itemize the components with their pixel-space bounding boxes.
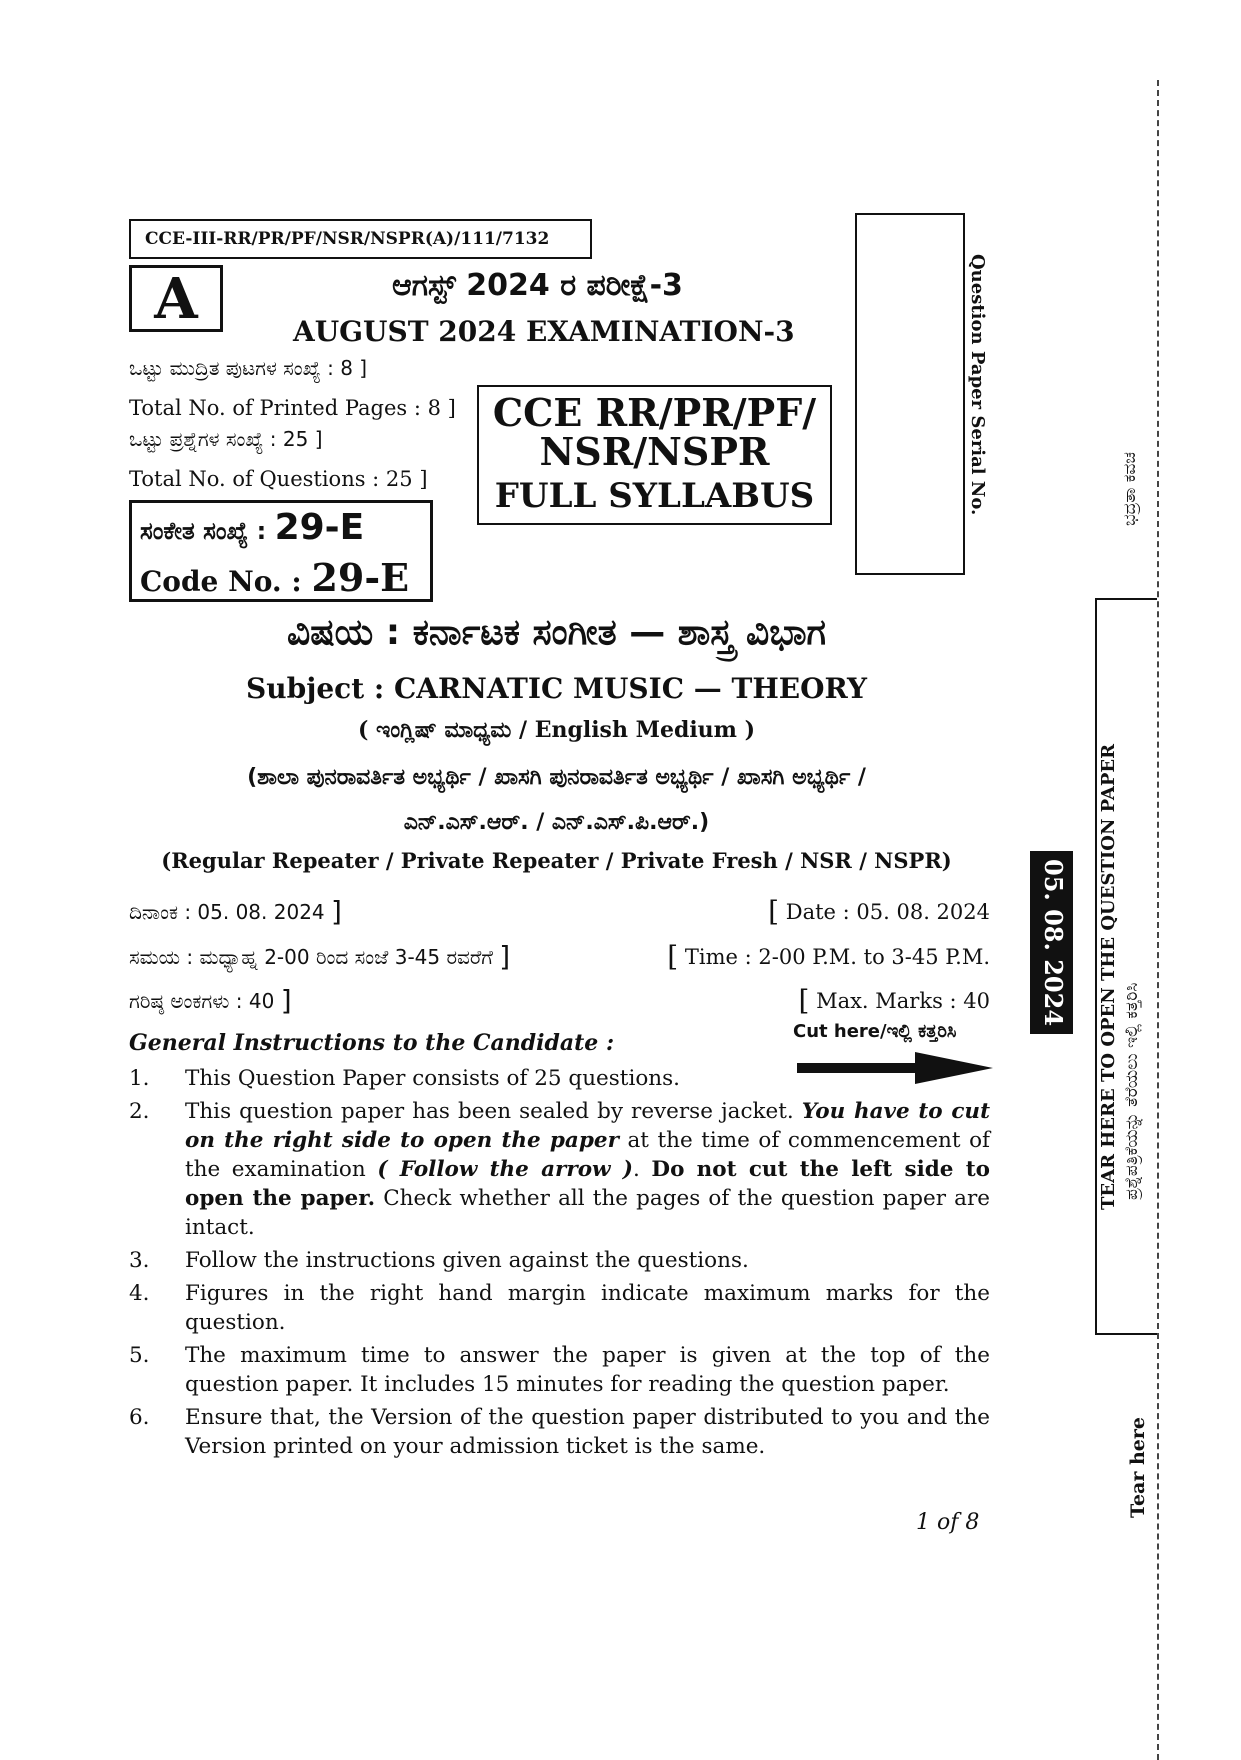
seal-label-kannada [1120, 286, 1160, 526]
total-pages-kannada: ಒಟ್ಟು ಮುದ್ರಿತ ಪುಟಗಳ ಸಂಖ್ಯೆ : 8 ] [129, 356, 368, 380]
marks-kannada: ಗರಿಷ್ಠ ಅಂಕಗಳು : 40 ] [129, 984, 292, 1017]
item-text-part: This question paper has been sealed by reverse jacket. [185, 1099, 802, 1124]
tear-instruction-kannada [1122, 800, 1150, 1200]
list-item [129, 1246, 990, 1275]
syllabus-line-1: CCE RR/PR/PF/ [492, 390, 817, 435]
syllabus-box [477, 385, 832, 525]
medium-line: ( ಇಂಗ್ಲಿಷ್ ಮಾಧ್ಯಮ / English Medium ) [357, 717, 756, 743]
list-item [129, 1279, 990, 1337]
item-text: Follow the instructions given against the questions. [185, 1248, 749, 1273]
list-item [129, 1403, 990, 1461]
code-kn-label: ಸಂಕೇತ ಸಂಖ್ಯೆ : [140, 517, 275, 545]
list-item [129, 1097, 990, 1242]
item-text [185, 1097, 990, 1242]
item-text-emphasis: ( Follow the arrow ) [377, 1157, 633, 1182]
serial-number-label [960, 254, 990, 534]
cut-here-label: Cut here/ಇಲ್ಲಿ ಕತ್ತರಿಸಿ [793, 1021, 957, 1042]
list-item [129, 1064, 990, 1093]
date-tab-text: 05. 08. 2024 [1039, 859, 1068, 1027]
total-questions-kannada: ಒಟ್ಟು ಪ್ರಶ್ನೆಗಳ ಸಂಖ್ಯೆ : 25 ] [129, 427, 323, 451]
code-number-kannada [140, 507, 364, 548]
item-text-emphasis: You have to cut on the right side to open the paper [185, 1099, 990, 1153]
seal-label-text: ಭದ್ರತಾ ಕವಚ [1120, 452, 1140, 526]
total-pages-english: Total No. of Printed Pages : 8 ] [129, 396, 456, 420]
tear-kn-text: ಪ್ರಶ್ನೆಪತ್ರಿಕೆಯನ್ನು ತೆರೆಯಲು ಇಲ್ಲಿ ಕತ್ತರಿಸಿ [1122, 982, 1142, 1200]
syllabus-line-3: FULL SYLLABUS [494, 476, 815, 516]
item-number: 2. [129, 1099, 150, 1124]
instructions-heading: General Instructions to the Candidate : [129, 1030, 615, 1056]
marks-english: [ Max. Marks : 40 [798, 984, 990, 1017]
date-kn-text: ದಿನಾಂಕ : 05. 08. 2024 [129, 900, 325, 924]
candidate-types-english: (Regular Repeater / Private Repeater / Private Fresh / NSR / NSPR) [161, 848, 952, 873]
item-text: Figures in the right hand margin indicate maximum marks for the question. [185, 1281, 990, 1335]
paper-code-reference: CCE-III-RR/PR/PF/NSR/NSPR(A)/111/7132 [129, 219, 592, 259]
subject-kannada: ವಿಷಯ : ಕರ್ನಾಟಕ ಸಂಗೀತ — ಶಾಸ್ತ್ರ ವಿಭಾಗ [286, 612, 827, 653]
time-english: [ Time : 2-00 P.M. to 3-45 P.M. [667, 940, 990, 973]
time-kannada: ಸಮಯ : ಮಧ್ಯಾಹ್ನ 2-00 ರಿಂದ ಸಂಜೆ 3-45 ರವರೆಗೆ ] [129, 940, 511, 973]
item-text-part: at the time of commencement of the examination [185, 1128, 991, 1182]
date-english: [ Date : 05. 08. 2024 [768, 895, 990, 928]
date-tab [1030, 851, 1073, 1034]
exam-title-english: AUGUST 2024 EXAMINATION-3 [293, 315, 795, 348]
item-number: 4. [129, 1281, 150, 1306]
serial-number-box [855, 213, 965, 575]
item-text: Ensure that, the Version of the question paper distributed to you and the Version printed on your admission ticket is the same. [185, 1405, 990, 1459]
marks-kn-text: ಗರಿಷ್ಠ ಅಂಕಗಳು : 40 [129, 989, 275, 1013]
code-number-box [129, 500, 433, 602]
date-en-text: Date : 05. 08. 2024 [785, 900, 990, 924]
item-number: 6. [129, 1405, 150, 1430]
candidate-types-kannada-1: (ಶಾಲಾ ಪುನರಾವರ್ತಿತ ಅಭ್ಯರ್ಥಿ / ಖಾಸಗಿ ಪುನರಾವರ್ತಿತ ಅಭ್ಯರ್ಥಿ / ಖಾಸಗಿ ಅಭ್ಯರ್ಥಿ / [247, 765, 866, 790]
candidate-types-kannada-2: ಎನ್.ಎಸ್.ಆರ್. / ಎನ್.ಎಸ್.ಪಿ.ಆರ್.) [403, 810, 710, 835]
tear-here-label [1127, 1408, 1155, 1518]
code-number-english [140, 555, 409, 600]
total-questions-english: Total No. of Questions : 25 ] [129, 467, 428, 491]
item-text-bold: Do not cut the left side to open the paper. [185, 1157, 990, 1211]
code-en-label: Code No. : [140, 565, 312, 598]
tear-here-text: Tear here [1127, 1417, 1149, 1518]
date-kannada: ದಿನಾಂಕ : 05. 08. 2024 ] [129, 895, 342, 928]
marks-en-text: Max. Marks : 40 [816, 989, 990, 1013]
serial-label-text: Question Paper Serial No. [967, 254, 988, 516]
page-number: 1 of 8 [916, 1510, 980, 1535]
list-item [129, 1341, 990, 1399]
subject-english: Subject : CARNATIC MUSIC — THEORY [246, 672, 867, 705]
code-kn-value: 29-E [274, 507, 365, 548]
syllabus-line-2: NSR/NSPR [539, 429, 770, 474]
instructions-list [129, 1064, 990, 1465]
item-number: 5. [129, 1343, 150, 1368]
item-text-part: Check whether all the pages of the question paper are intact. [185, 1186, 990, 1240]
item-text: This Question Paper consists of 25 questions. [185, 1066, 680, 1091]
item-number: 1. [129, 1066, 150, 1091]
exam-title-kannada: ಆಗಸ್ಟ್ 2024 ರ ಪರೀಕ್ಷೆ-3 [392, 268, 683, 303]
item-number: 3. [129, 1248, 150, 1273]
tear-en-text: TEAR HERE TO OPEN THE QUESTION PAPER [1098, 743, 1119, 1210]
item-text-part: . [632, 1157, 652, 1182]
time-en-text: Time : 2-00 P.M. to 3-45 P.M. [684, 945, 990, 969]
code-en-value: 29-E [311, 555, 410, 600]
time-kn-text: ಸಮಯ : ಮಧ್ಯಾಹ್ನ 2-00 ರಿಂದ ಸಂಜೆ 3-45 ರವರೆಗೆ [129, 945, 493, 969]
item-text: The maximum time to answer the paper is given at the top of the question paper. It includes 15 minutes for reading the question paper. [185, 1343, 990, 1397]
version-letter: A [129, 265, 223, 332]
